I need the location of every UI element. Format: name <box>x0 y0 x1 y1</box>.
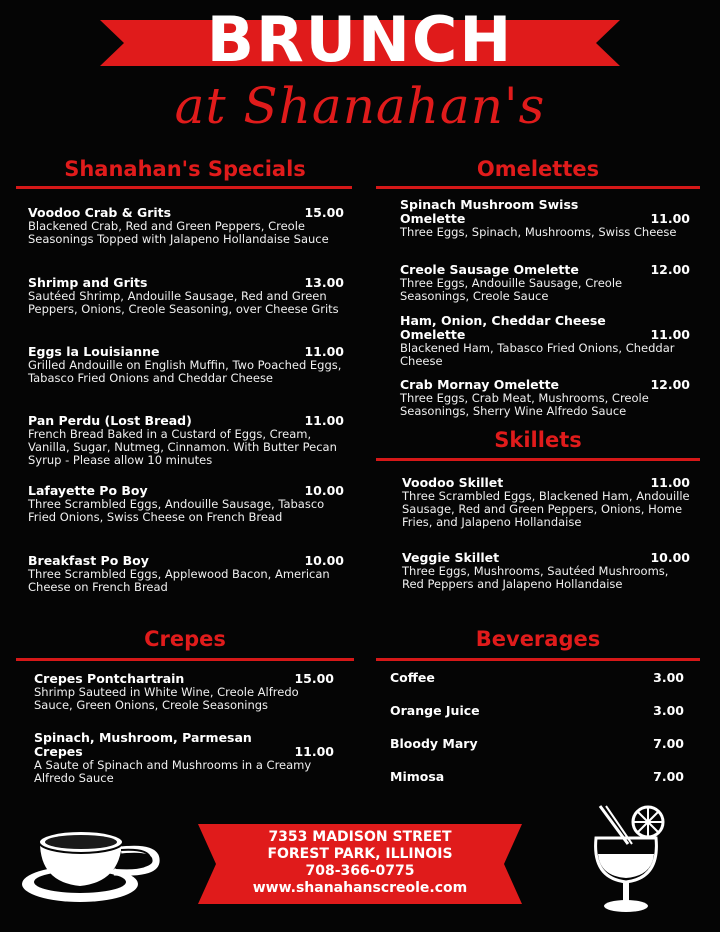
item-name: Eggs la Louisianne <box>28 344 160 359</box>
menu-item-spinach-mushroom-swiss-omelette <box>400 198 690 239</box>
beverage-name: Coffee <box>390 670 435 685</box>
item-description: Grilled Andouille on English Muffin, Two Poached Eggs, Tabasco Fried Onions and Cheddar Cheese <box>28 358 342 385</box>
beverage-coffee <box>390 671 684 685</box>
item-description: Shrimp Sauteed in White Wine, Creole Alfredo Sauce, Green Onions, Creole Seasonings <box>34 685 299 712</box>
item-name: Voodoo Crab & Grits <box>28 205 172 220</box>
menu-item-voodoo-crab-grits <box>28 206 344 246</box>
item-price: 10.00 <box>304 483 344 498</box>
item-price: 11.00 <box>650 475 690 490</box>
cocktail-glass-icon <box>588 800 672 922</box>
beverage-price: 3.00 <box>653 703 684 718</box>
item-name: Spinach, Mushroom, Parmesan Crepes <box>34 730 252 759</box>
item-price: 11.00 <box>650 211 690 226</box>
menu-item-breakfast-po-boy <box>28 554 344 594</box>
item-price: 11.00 <box>304 413 344 428</box>
beverage-name: Orange Juice <box>390 703 480 718</box>
item-name: Crab Mornay Omelette <box>400 377 560 392</box>
beverage-price: 7.00 <box>653 769 684 784</box>
menu-item-crab-mornay-omelette <box>400 378 690 418</box>
item-description: Sautéed Shrimp, Andouille Sausage, Red and Green Peppers, Onions, Creole Seasoning, over Cheese Grits <box>28 289 339 316</box>
section-rule-beverages <box>376 658 700 661</box>
coffee-cup-icon <box>18 826 168 910</box>
item-description: Three Scrambled Eggs, Blackened Ham, Andouille Sausage, Red and Green Peppers, Onions, Home Fries, and Jalapeno Hollandaise <box>402 489 690 529</box>
section-title-specials: Shanahan's Specials <box>64 157 306 181</box>
beverage-name: Mimosa <box>390 769 445 784</box>
menu-item-creole-sausage-omelette <box>400 263 690 303</box>
item-price: 15.00 <box>304 205 344 220</box>
website-link[interactable]: www.shanahanscreole.com <box>252 880 468 896</box>
item-price: 12.00 <box>650 377 690 392</box>
section-rule-crepes <box>16 658 354 661</box>
address-city: FOREST PARK, ILLINOIS <box>267 846 453 862</box>
menu-item-voodoo-skillet <box>402 476 690 529</box>
menu-item-pan-perdu <box>28 414 344 467</box>
menu-item-lafayette-po-boy <box>28 484 344 524</box>
item-name: Crepes Pontchartrain <box>34 671 185 686</box>
item-description: A Saute of Spinach and Mushrooms in a Creamy Alfredo Sauce <box>34 758 312 785</box>
section-title-omelettes: Omelettes <box>476 157 600 181</box>
item-description: Blackened Crab, Red and Green Peppers, Creole Seasonings Topped with Jalapeno Hollandaise Sauce <box>28 219 329 246</box>
address-street: 7353 MADISON STREET <box>268 829 452 845</box>
section-title-beverages: Beverages <box>475 627 601 651</box>
menu-item-veggie-skillet <box>402 551 690 591</box>
section-rule-specials <box>16 186 352 189</box>
beverage-bloody-mary <box>390 737 684 751</box>
menu-item-ham-onion-cheddar-omelette <box>400 314 690 368</box>
menu-item-eggs-la-louisianne <box>28 345 344 385</box>
item-description: Three Scrambled Eggs, Andouille Sausage, Tabasco Fried Onions, Swiss Cheese on French Bread <box>28 497 325 524</box>
item-price: 10.00 <box>650 550 690 565</box>
item-price: 11.00 <box>304 344 344 359</box>
section-title-skillets: Skillets <box>494 428 582 452</box>
item-price: 11.00 <box>650 327 690 342</box>
item-name: Creole Sausage Omelette <box>400 262 579 277</box>
item-description: Three Eggs, Spinach, Mushrooms, Swiss Cheese <box>400 225 677 239</box>
item-description: French Bread Baked in a Custard of Eggs, Cream, Vanilla, Sugar, Nutmeg, Cinnamon. With Butter Pecan Syrup - Please allow 10 minutes <box>28 427 337 467</box>
beverage-price: 3.00 <box>653 670 684 685</box>
item-description: Three Scrambled Eggs, Applewood Bacon, American Cheese on French Bread <box>28 567 330 594</box>
item-description: Three Eggs, Crab Meat, Mushrooms, Creole Seasonings, Sherry Wine Alfredo Sauce <box>400 391 649 418</box>
item-price: 11.00 <box>294 744 334 759</box>
address-banner <box>198 824 522 904</box>
menu-item-spinach-mushroom-parmesan-crepes <box>34 731 334 785</box>
item-name: Ham, Onion, Cheddar Cheese Omelette <box>400 313 606 342</box>
item-price: 13.00 <box>304 275 344 290</box>
section-rule-omelettes <box>376 186 700 189</box>
item-name: Voodoo Skillet <box>402 475 504 490</box>
item-price: 15.00 <box>294 671 334 686</box>
page-title: BRUNCH <box>206 3 514 76</box>
item-name: Pan Perdu (Lost Bread) <box>28 413 192 428</box>
item-price: 12.00 <box>650 262 690 277</box>
beverage-name: Bloody Mary <box>390 736 478 751</box>
beverage-orange-juice <box>390 704 684 718</box>
item-name: Breakfast Po Boy <box>28 553 149 568</box>
page-subtitle: at Shanahan's <box>174 77 546 135</box>
menu-item-crepes-pontchartrain <box>34 672 334 712</box>
beverage-price: 7.00 <box>653 736 684 751</box>
item-description: Three Eggs, Mushrooms, Sautéed Mushrooms, Red Peppers and Jalapeno Hollandaise <box>402 564 669 591</box>
item-name: Veggie Skillet <box>402 550 500 565</box>
item-description: Blackened Ham, Tabasco Fried Onions, Cheddar Cheese <box>400 341 675 368</box>
item-description: Three Eggs, Andouille Sausage, Creole Seasonings, Creole Sauce <box>400 276 623 303</box>
menu-item-shrimp-grits <box>28 276 344 316</box>
item-name: Lafayette Po Boy <box>28 483 148 498</box>
beverage-mimosa <box>390 770 684 784</box>
phone-number: 708-366-0775 <box>305 863 415 879</box>
item-price: 10.00 <box>304 553 344 568</box>
section-title-crepes: Crepes <box>144 627 226 651</box>
section-rule-skillets <box>376 458 700 461</box>
item-name: Shrimp and Grits <box>28 275 148 290</box>
item-name: Spinach Mushroom Swiss Omelette <box>400 197 579 226</box>
